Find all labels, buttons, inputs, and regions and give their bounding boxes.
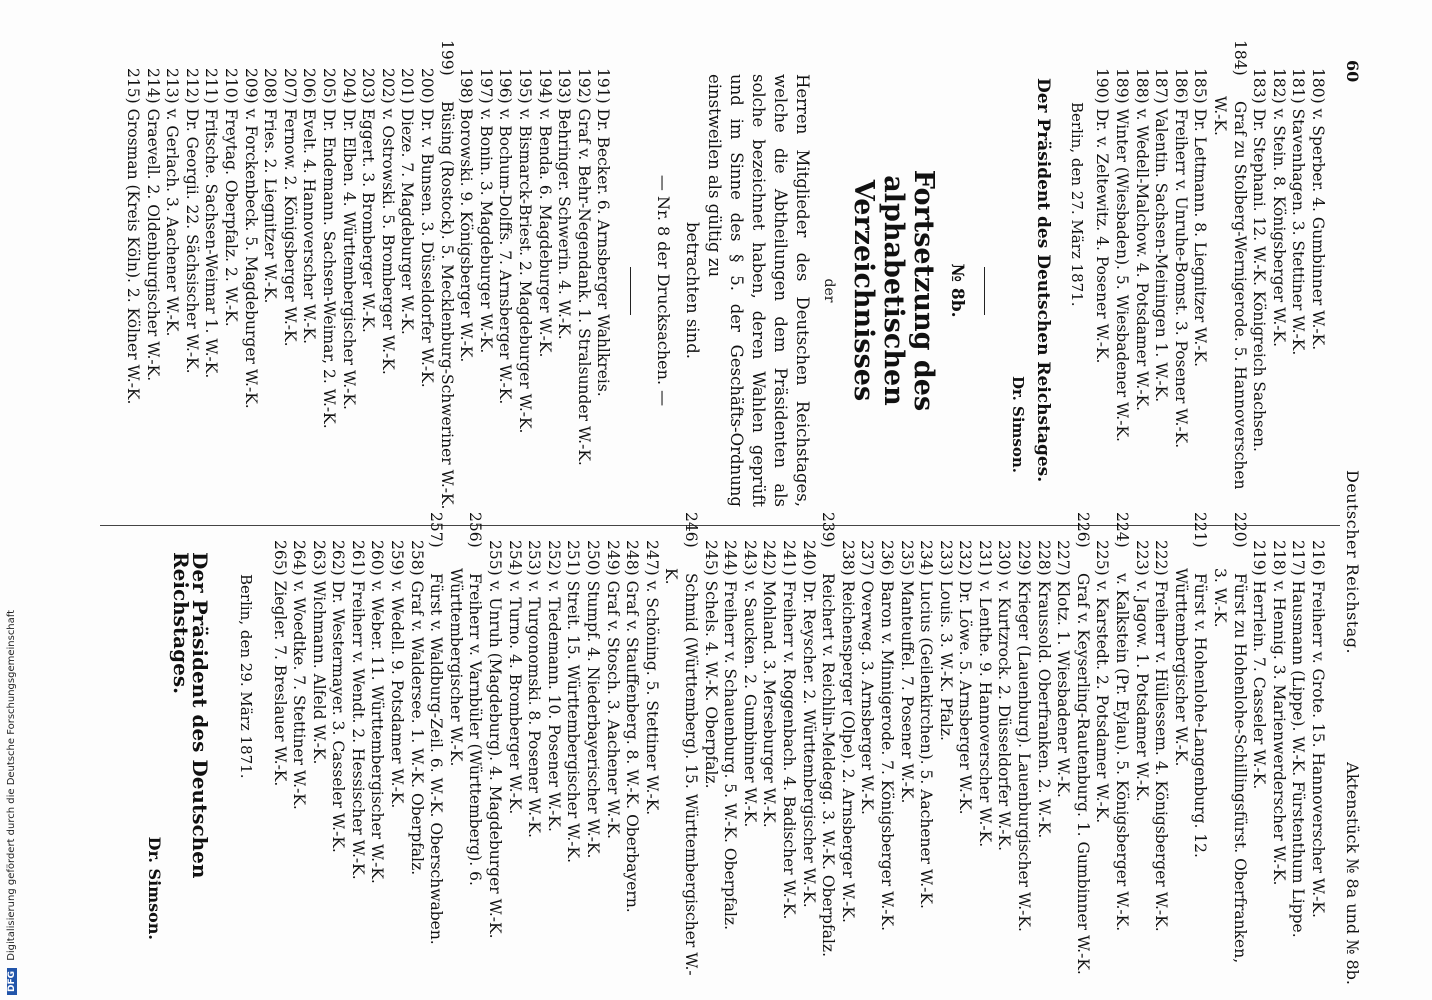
entry-text: v. Wedell-Malchow. 4. Potsdamer W.-K. [1132, 108, 1151, 412]
entry-text: Krieger (Lauenburg). Lauenburgischer W.-K. [1015, 580, 1034, 932]
entry-text: Klotz. 1. Wiesbadener W.-K. [1054, 580, 1073, 798]
entry-text: Louis. 3. W.-K. Pfalz. [936, 580, 955, 741]
entry-text: Manteuffel. 7. Posener W.-K. [897, 580, 916, 804]
entry-text: Freiherr v. Unruhe-Bomst. 3. Posener W.-K. [1171, 108, 1190, 449]
section-rule [984, 267, 985, 315]
signature-block-2 [145, 540, 255, 980]
member-list-8b [122, 40, 613, 513]
entry-text: v. Bismarck-Briest. 2. Magdeburger W.-K. [515, 108, 534, 434]
list-item [475, 68, 495, 513]
entry-number: 238) [838, 540, 857, 576]
entry-text: v. Unruh (Magdeburg). 4. Magdeburger W.-K. [486, 580, 505, 939]
entry-number: 203) [359, 68, 378, 104]
entry-text: v. Karstedt. 2. Potsdamer W.-K. [1093, 580, 1112, 824]
entry-text: Streit. 15. Württembergischer W.-K. [564, 580, 583, 864]
dfg-logo: DFG [7, 968, 17, 995]
entry-number: 249) [603, 540, 622, 576]
entry-text: Freiherr v. Schauenburg. 5. W.-K. Oberpfalz. [721, 580, 740, 930]
entry-number: 255) [486, 540, 505, 576]
list-item [1249, 540, 1269, 980]
list-item [1131, 68, 1151, 513]
entry-number: 224) [1113, 512, 1132, 548]
list-item [426, 512, 446, 980]
entry-text: Dr. Lettmann. 8. Liegnitzer W.-K. [1191, 108, 1210, 368]
list-item [720, 540, 740, 980]
entry-number: 231) [975, 540, 994, 576]
list-item [338, 68, 358, 513]
entry-number: 236) [877, 540, 896, 576]
list-item [554, 68, 574, 513]
list-item [1209, 512, 1249, 980]
list-item [260, 68, 280, 513]
entry-text: Dr. Elben. 4. Württembergischer W.-K. [339, 108, 358, 410]
entry-text: Schels. 4. W.-K. Oberpfalz. [701, 580, 720, 789]
entry-text: Stumpf. 4. Niederbayerischer W.-K. [584, 580, 603, 859]
entry-number: 197) [476, 68, 495, 104]
entry-text: Fürst zu Hohenlohe-Schillingsfürst. Oberfranken, 3. W.-K. [1211, 568, 1249, 964]
entry-number: 214) [143, 68, 162, 104]
entry-text: Hausmann (Lippe). W.-K. Fürstenthum Lippe. [1289, 580, 1308, 938]
list-item [1033, 540, 1053, 980]
entry-number: 198) [457, 68, 476, 104]
entry-number: 187) [1152, 68, 1171, 104]
entry-number: 260) [368, 540, 387, 576]
column-divider [100, 525, 1340, 526]
list-item [162, 68, 182, 513]
document-number: № 8b. [947, 263, 968, 318]
list-item [593, 68, 613, 513]
running-head [1340, 60, 1362, 985]
entry-text: v. Forckenbeck. 5. Magdeburger W.-K. [241, 108, 260, 409]
entry-text: v. Jagow. 1. Potsdamer W.-K. [1132, 580, 1151, 802]
entry-number: 217) [1289, 540, 1308, 576]
list-item [876, 540, 896, 980]
list-item [534, 68, 554, 513]
entry-number: 246) [682, 512, 700, 548]
running-head-title: Deutscher Reichstag. [1343, 470, 1362, 655]
entry-text: v. Lenthe. 9. Hannoverscher W.-K. [975, 580, 994, 848]
entry-text: Freiherr v. Grote. 15. Hannoverscher W.-K. [1309, 580, 1327, 918]
entry-text: Graf v. Stauffenberg. 8. W.-K. Oberbayern. [623, 580, 642, 913]
list-item [1268, 540, 1288, 980]
running-head-right: Aktenstück № 8a und № 8b. [1343, 762, 1362, 985]
entry-number: 189) [1113, 68, 1132, 104]
entry-text: Fürst v. Hohenlohe-Langenburg. 12. Württembergischer W.-K. [1171, 568, 1210, 858]
list-item [1092, 68, 1112, 513]
entry-text: Valentin. Sachsen-Meiningen 1. W.-K. [1152, 108, 1171, 403]
document-body-text: Herren Mitglieder des Deutschen Reichstages, welche die Abtheilungen dem Präsidenten als solche bezeichnet haben, deren Wahlen geprüft und im Sinne des § 5. der Geschäfts-Ordnung einstweilen als gültig zu [704, 74, 812, 507]
entry-number: 208) [261, 68, 280, 104]
list-item [397, 68, 417, 513]
list-item [896, 540, 916, 980]
entry-text: Fries. 2. Liegnitzer W.-K. [261, 108, 280, 304]
page-number: 60 [1343, 60, 1362, 83]
list-item [1151, 68, 1171, 513]
document-print-reference: — Nr. 8 der Drucksachen. — [653, 174, 673, 407]
entry-number: 219) [1250, 540, 1269, 576]
entry-text: Borowski. 9. Königsberger W.-K. [457, 108, 476, 363]
entry-text: v. Turno. 4. Bromberger W.-K. [505, 580, 524, 815]
entry-text: Graf v. Keyserling-Rautenburg. 1. Gumbinner W.-K. [1073, 572, 1092, 975]
entry-number: 226) [1073, 512, 1092, 548]
entry-number: 251) [564, 540, 583, 576]
list-item [1288, 540, 1308, 980]
list-item [1249, 68, 1269, 513]
list-item [308, 540, 328, 980]
entry-text: v. Hennig. 3. Marienwerderscher W.-K. [1269, 580, 1288, 886]
entry-text: Dr. Georgii. 22. Sächsischer W.-K. [182, 108, 201, 374]
entry-text: Dr. Stephani. 12. W.-K. Königreich Sachsen. [1250, 108, 1269, 452]
entry-number: 253) [525, 540, 544, 576]
entry-number: 230) [995, 540, 1014, 576]
entry-text: Freiherr v. Hüllessem. 4. Königsberger W.-K. [1152, 580, 1171, 932]
list-item [641, 540, 661, 980]
list-item [582, 540, 602, 980]
list-item [994, 540, 1014, 980]
list-item [387, 540, 407, 980]
entry-number: 220) [1230, 512, 1249, 548]
list-item [700, 540, 720, 980]
entry-number: 239) [819, 512, 838, 548]
entry-number: 201) [398, 68, 417, 104]
entry-number: 209) [241, 68, 260, 104]
entry-number: 264) [290, 540, 309, 576]
list-item [318, 68, 338, 513]
digitization-credit [6, 595, 17, 995]
entry-text: Overweg. 3. Arnsberger W.-K. [858, 580, 877, 815]
list-item [1092, 540, 1112, 980]
entry-text: Graf v. Stosch. 3. Aachener W.-K. [603, 580, 622, 840]
list-item [328, 540, 348, 980]
entry-number: 234) [917, 540, 936, 576]
entry-number: 188) [1132, 68, 1151, 104]
list-item [220, 68, 240, 513]
entry-text: Dr. v. Zeltewitz. 4. Posener W.-K. [1093, 108, 1112, 364]
entry-text: v. Gerlach. 3. Aachener W.-K. [163, 108, 182, 337]
entry-number: 232) [956, 540, 975, 576]
list-item [1170, 68, 1190, 513]
left-column [122, 40, 1327, 513]
entry-text: v. Bonin. 3. Magdeburger W.-K. [476, 108, 495, 354]
entry-text: Eggert. 3. Bromberger W.-K. [359, 108, 378, 333]
list-item [1151, 540, 1171, 980]
entry-number: 221) [1191, 512, 1210, 548]
entry-number: 207) [280, 68, 299, 104]
entry-text: Büsing (Rostock). 5. Mecklenburg-Schweriner W.-K. [437, 100, 456, 510]
entry-number: 218) [1269, 540, 1288, 576]
entry-text: v. Bochum-Dolffs. 7. Arnsberger W.-K. [496, 108, 515, 405]
entry-number: 261) [348, 540, 367, 576]
entry-text: Fürst v. Waldburg-Zeil. 6. W.-K. Oberschwaben. [427, 572, 446, 945]
entry-text: v. Woedtke. 7. Stettiner W.-K. [290, 580, 309, 810]
entry-text: Graevell. 2. Oldenburgischer W.-K. [143, 108, 162, 382]
entry-number: 183) [1250, 68, 1269, 104]
entry-text: Behringer. Schwerin. 4. W.-K. [555, 108, 574, 340]
entry-number: 186) [1171, 68, 1190, 104]
entry-text: Lucius (Geilenkirchen). 5. Aachener W.-K. [917, 580, 936, 909]
entry-text: v. Benda. 6. Magdeburger W.-K. [535, 108, 554, 358]
list-item [837, 540, 857, 980]
entry-number: 241) [779, 540, 798, 576]
entry-text: v. Wedell. 9. Potsdamer W.-K. [388, 580, 407, 809]
entry-number: 215) [124, 68, 143, 104]
entry-text: Fernow. 2. Königsberger W.-K. [280, 108, 299, 347]
entry-number: 193) [555, 68, 574, 104]
right-column [145, 512, 1327, 980]
entry-number: 205) [320, 68, 338, 104]
entry-text: Dr. Becker. 6. Arnsberger Wahlkreis. [594, 108, 613, 397]
signature-president: Der Präsident des Deutschen Reichstages. [1033, 78, 1054, 483]
signature-date: Berlin, den 29. März 1871. [236, 574, 255, 779]
entry-number: 185) [1191, 68, 1210, 104]
entry-text: Freiherr v. Varnbüler (Württemberg). 6. Württembergischer W.-K. [446, 568, 485, 886]
entry-number: 180) [1309, 68, 1327, 104]
list-item [495, 68, 515, 513]
entry-number: 194) [535, 68, 554, 104]
entry-number: 252) [544, 540, 563, 576]
list-item [524, 540, 544, 980]
entry-number: 196) [496, 68, 515, 104]
entry-number: 254) [505, 540, 524, 576]
entry-number: 250) [584, 540, 603, 576]
document-der: der [821, 278, 838, 303]
entry-number: 184) [1230, 40, 1249, 76]
list-item [818, 512, 838, 980]
signature-signer: Dr. Simson. [1008, 376, 1027, 473]
entry-text: Reichert v. Reichlin-Meldegg. 3. W.-K. Oberpfalz. [819, 572, 838, 958]
list-item [622, 540, 642, 980]
list-item [1209, 40, 1249, 513]
list-item [573, 68, 593, 513]
entry-text: v. Tiedemann. 10. Posener W.-K. [544, 580, 563, 832]
list-item [269, 540, 289, 980]
entry-text: v. Kurtzrock. 2. Düsseldorfer W.-K. [995, 580, 1014, 852]
entry-text: v. Turgonomski. 8. Posener W.-K. [525, 580, 544, 838]
list-item [602, 540, 622, 980]
list-item [445, 512, 485, 980]
list-item [563, 540, 583, 980]
list-item [358, 68, 378, 513]
entry-number: 228) [1034, 540, 1053, 576]
entry-number: 263) [309, 540, 328, 576]
entry-text: v. Ostrowski. 5. Bromberger W.-K. [378, 108, 397, 375]
entry-number: 257) [427, 512, 446, 548]
list-item [1111, 512, 1132, 980]
entry-number: 210) [222, 68, 241, 104]
entry-text: Stavenhagen. 3. Stettiner W.-K. [1289, 108, 1308, 356]
list-item [974, 540, 994, 980]
entry-text: Winter (Wiesbaden). 5. Wiesbadener W.-K. [1113, 108, 1132, 442]
entry-text: v. Stein. 8. Königsberger W.-K. [1269, 108, 1288, 348]
entry-number: 256) [466, 512, 485, 548]
entry-text: Mohland. 3. Merseburger W.-K. [760, 580, 779, 828]
entry-text: Graf zu Stolberg-Wernigerode. 5. Hannoverschen W.-K. [1211, 96, 1249, 490]
entry-text: Wichmann. Alfeld W.-K. [309, 580, 328, 765]
entry-number: 204) [339, 68, 358, 104]
list-item [661, 512, 700, 980]
entry-text: Dr. Westermayer. 3. Casseler W.-K. [329, 580, 348, 853]
entry-text: Freiherr v. Roggenbach. 4. Badischer W.-K. [779, 580, 798, 920]
list-item [1307, 540, 1327, 980]
entry-text: Dr. Löwe. 5. Arnsberger W.-K. [956, 580, 975, 815]
list-item [201, 68, 221, 513]
entry-text: Graf v. Behr-Negendank. 1. Stralsunder W.-K. [574, 108, 593, 466]
list-item [543, 540, 563, 980]
entry-number: 258) [407, 540, 426, 576]
list-item [739, 540, 759, 980]
entry-number: 247) [642, 540, 661, 576]
entry-text: v. Sperber. 4. Gumbinner W.-K. [1309, 108, 1327, 351]
entry-number: 181) [1289, 68, 1308, 104]
entry-number: 182) [1269, 68, 1288, 104]
list-item [1111, 68, 1131, 513]
document-title: Fortsetzung des alphabetischen Verzeichnisses [848, 169, 940, 412]
entry-text: Graf v. Waldersee. 1. W.-K. Oberpfalz. [407, 580, 426, 876]
entry-text: Dr. v. Bunsen. 3. Düsseldorfer W.-K. [417, 108, 436, 388]
entry-number: 212) [182, 68, 201, 104]
list-item [377, 68, 397, 513]
entry-number: 244) [721, 540, 740, 576]
entry-text: Kraussold. Oberfranken. 2. W.-K. [1034, 580, 1053, 839]
list-item [181, 68, 201, 513]
entry-text: Schmid (Württemberg). 15. Württembergischer W.-K. [662, 568, 700, 976]
entry-number: 259) [388, 540, 407, 576]
member-list-8b-continued [269, 512, 1327, 980]
entry-number: 265) [270, 540, 289, 576]
entry-text: Dr. Reyscher. 2. Württembergischer W.-K. [799, 580, 818, 908]
list-item [406, 540, 426, 980]
entry-number: 222) [1152, 540, 1171, 576]
list-item [935, 540, 955, 980]
document-body [681, 68, 813, 513]
signature-block-1 [1007, 68, 1086, 513]
entry-number: 229) [1015, 540, 1034, 576]
list-item [1053, 540, 1073, 980]
entry-text: Grosman (Kreis Köln). 2. Kölner W.-K. [124, 108, 143, 405]
signature-date: Berlin, den 27. März 1871. [1067, 102, 1086, 307]
entry-text: v. Saucken. 2. Gumbinner W.-K. [740, 580, 759, 828]
entry-text: Freiherr v. Wendt. 2. Hessischer W.-K. [348, 580, 367, 880]
entry-text: Dieze. 7. Magdeburger W.-K. [398, 108, 417, 335]
entry-number: 235) [897, 540, 916, 576]
list-item [1072, 512, 1092, 980]
list-item [916, 540, 936, 980]
list-item [299, 68, 319, 513]
entry-number: 192) [574, 68, 593, 104]
list-item [1131, 540, 1151, 980]
entry-text: Reichensperger (Olpe). 2. Arnsberger W.-K. [838, 580, 857, 923]
list-item [416, 68, 436, 513]
entry-number: 240) [799, 540, 818, 576]
entry-text: Ziegler. 7. Breslauer W.-K. [270, 580, 289, 787]
entry-number: 202) [378, 68, 397, 104]
entry-number: 200) [417, 68, 436, 104]
entry-number: 237) [858, 540, 877, 576]
entry-number: 211) [202, 68, 221, 104]
digitization-credit-text: Digitalisierung gefördert durch die Deutsche Forschungsgemeinschaft [6, 609, 17, 961]
list-item [279, 68, 299, 513]
list-item [240, 68, 260, 513]
entry-number: 262) [329, 540, 348, 576]
entry-number: 206) [300, 68, 319, 104]
list-item [436, 40, 456, 513]
list-item [456, 68, 476, 513]
entry-number: 227) [1054, 540, 1073, 576]
entry-number: 225) [1093, 540, 1112, 576]
list-item [1190, 68, 1210, 513]
list-item [778, 540, 798, 980]
entry-text: Freytag. Oberpfalz. 2. W.-K. [222, 108, 241, 327]
entry-number: 213) [163, 68, 182, 104]
entry-text: Baron v. Minnigerode. 7. Königsberger W.-K. [877, 580, 896, 932]
list-item [798, 540, 818, 980]
entry-text: Dr. Endemann. Sachsen-Weimar, 2. W.-K. [320, 108, 338, 429]
list-item [514, 68, 534, 513]
document-body-tail: betrachten sind. [682, 222, 702, 359]
entry-text: v. Weber. 11. Württembergischer W.-K. [368, 580, 387, 884]
entry-text: Evelt. 4. Hannoverscher W.-K. [300, 108, 319, 344]
list-item [1014, 540, 1034, 980]
list-item [504, 540, 524, 980]
list-item [347, 540, 367, 980]
list-item [289, 540, 309, 980]
list-item [484, 540, 504, 980]
entry-number: 223) [1132, 540, 1151, 576]
list-item [1307, 68, 1327, 513]
section-rule [630, 267, 631, 315]
entry-number: 243) [740, 540, 759, 576]
entry-number: 216) [1309, 540, 1327, 576]
list-item [1170, 512, 1210, 980]
list-item [142, 68, 162, 513]
entry-number: 195) [515, 68, 534, 104]
entry-text: v. Schöning. 5. Stettiner W.-K. [642, 580, 661, 816]
list-item [759, 540, 779, 980]
list-item [955, 540, 975, 980]
entry-number: 233) [936, 540, 955, 576]
entry-number: 199) [437, 40, 456, 76]
entry-number: 191) [594, 68, 613, 104]
entry-text: v. Kalkstein (Pr. Eylau). 5. Königsberger W.-K. [1113, 572, 1132, 932]
list-item [857, 540, 877, 980]
entry-text: Fritsche. Sachsen-Weimar 1. W.-K. [202, 108, 221, 379]
list-item [122, 68, 142, 513]
entry-number: 248) [623, 540, 642, 576]
entry-number: 245) [701, 540, 720, 576]
member-list-continued [1092, 40, 1327, 513]
signature-signer: Dr. Simson. [145, 836, 165, 940]
entry-number: 242) [760, 540, 779, 576]
list-item [1268, 68, 1288, 513]
entry-text: Herrlein. 7. Casseler W.-K. [1250, 580, 1269, 790]
entry-number: 190) [1093, 68, 1112, 104]
list-item [367, 540, 387, 980]
list-item [1288, 68, 1308, 513]
signature-president: Der Präsident des Deutschen Reichstages. [168, 552, 213, 879]
